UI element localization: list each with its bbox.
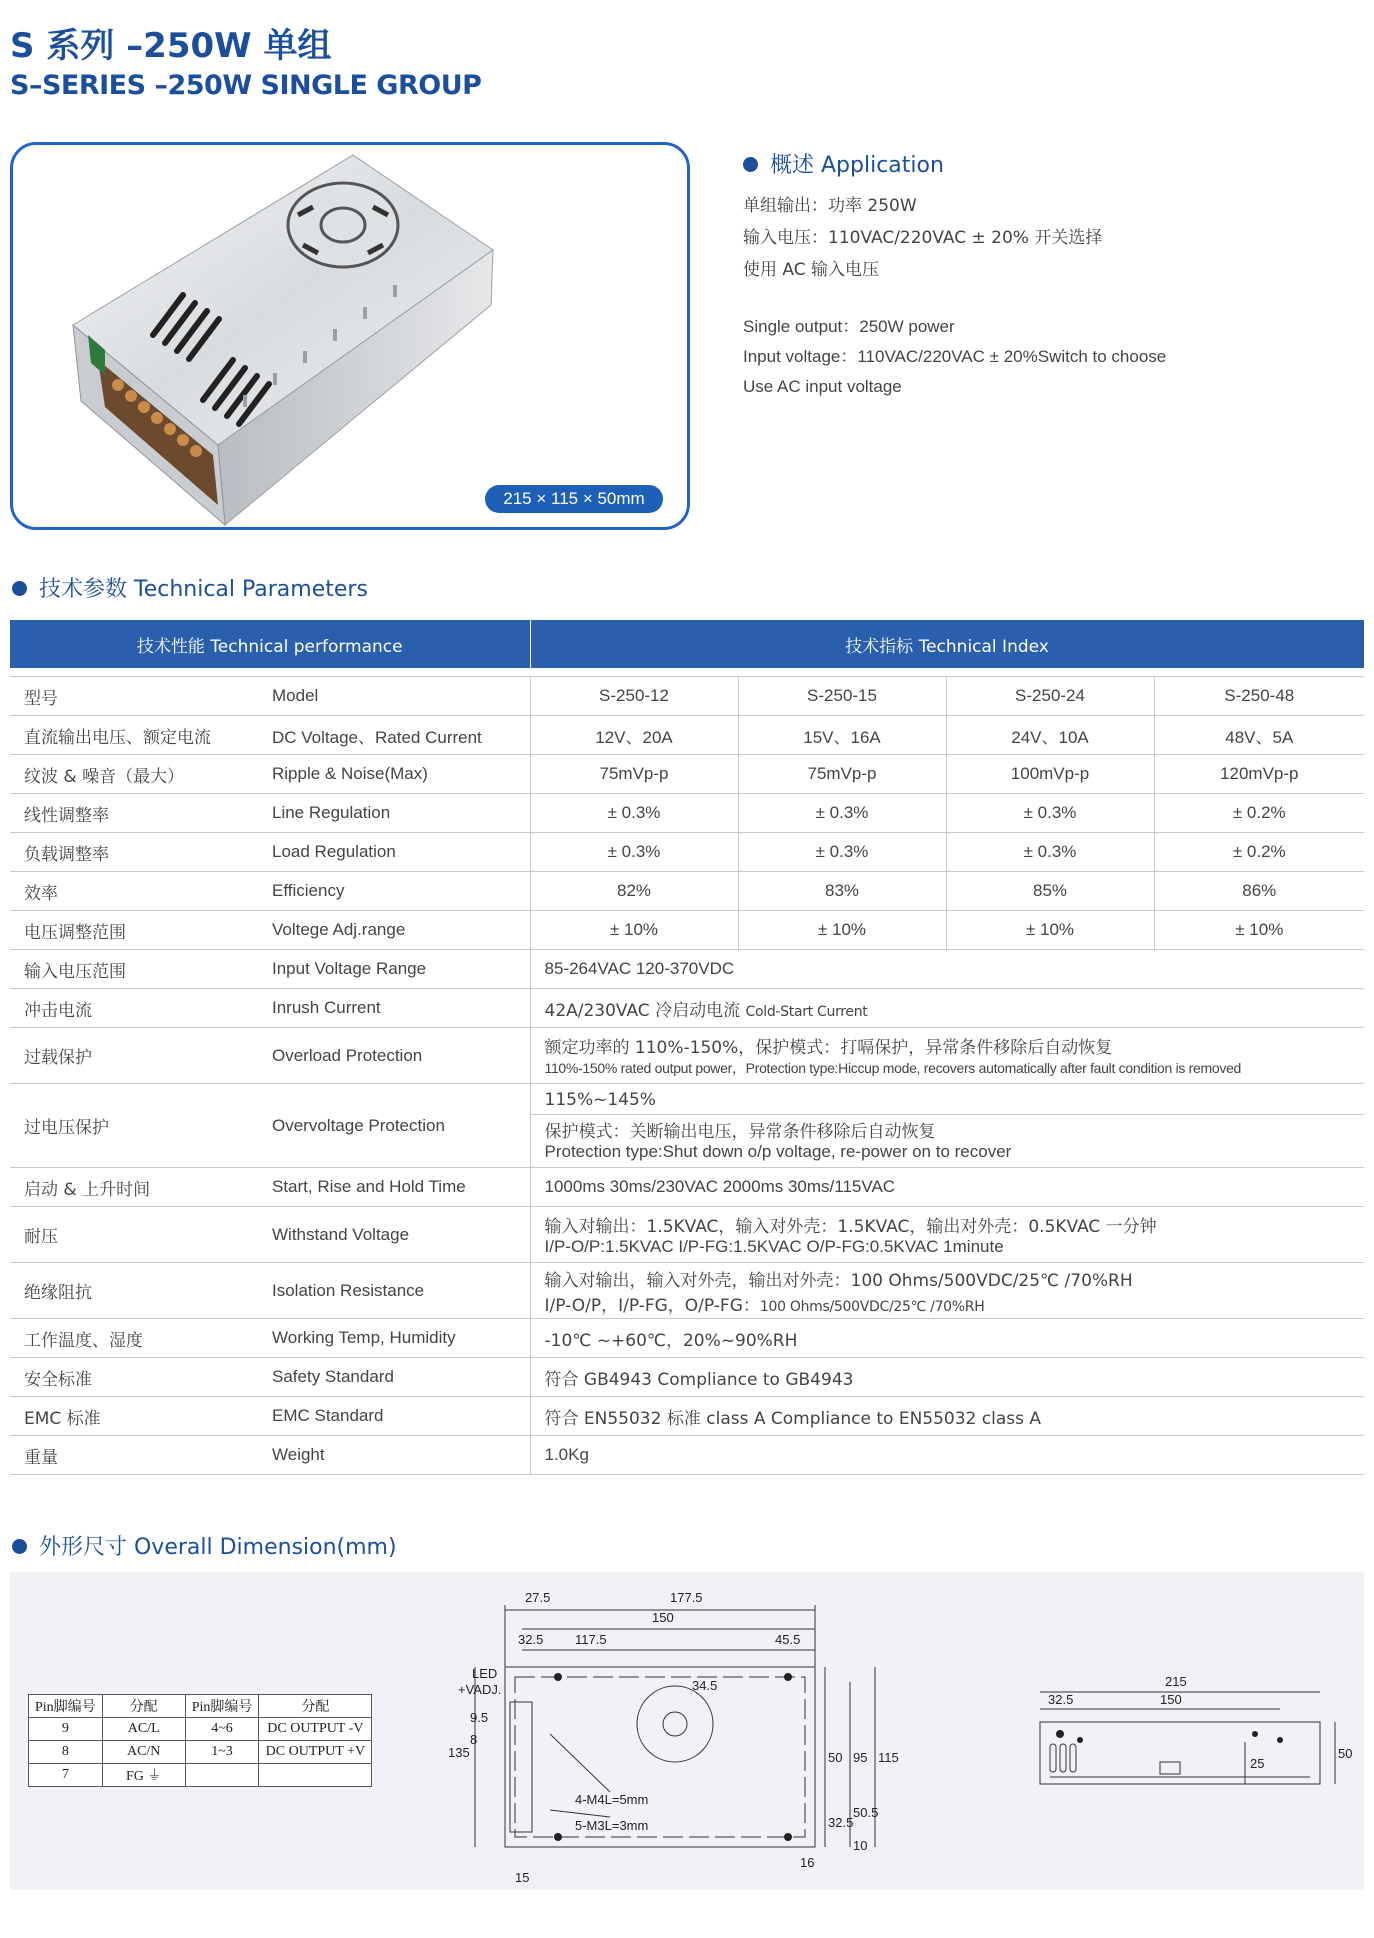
power-supply-image — [13, 145, 687, 527]
table-row: EMC 标准 EMC Standard 符合 EN55032 标准 class A Compliance to EN55032 class A — [10, 1397, 1364, 1436]
dimension-badge: 215 × 115 × 50mm — [485, 485, 663, 513]
table-row: 输入电压范围 Input Voltage Range 85-264VAC 120-370VDC — [10, 950, 1364, 989]
dim-label: 10 — [853, 1838, 868, 1853]
table-row: 过载保护 Overload Protection 额定功率的 110%-150%，保护模式：打嗝保护，异常条件移除后自动恢复 110%-150% rated output power，Protection type:Hiccup mode, recovers automatically after fault condition is removed — [10, 1028, 1364, 1084]
table-row: 安全标准 Safety Standard 符合 GB4943 Compliance to GB4943 — [10, 1358, 1364, 1397]
table-row: 效率 Efficiency 82% 83% 85% 86% — [10, 872, 1364, 911]
header-performance: 技术性能 Technical performance — [10, 620, 530, 668]
dim-label: 9.5 — [470, 1710, 489, 1725]
table-row: 直流输出电压、额定电流 DC Voltage、Rated Current 12V、20A 15V、16A 24V、10A 48V、5A — [10, 716, 1364, 755]
application-line: Input voltage：110VAC/220VAC ± 20%Switch to choose — [743, 347, 1167, 366]
dim-label: 32.5 — [518, 1632, 544, 1647]
dim-label: 177.5 — [670, 1590, 703, 1605]
table-row: 绝缘阻抗 Isolation Resistance 输入对输出，输入对外壳，输出对外壳：100 Ohms/500VDC/25℃ /70%RH I/P-O/P，I/P-FG，O/P-FG：100 Ohms/500VDC/25℃ /70%RH — [10, 1263, 1364, 1319]
application-line: Single output：250W power — [743, 317, 955, 336]
params-heading: 技术参数 Technical Parameters — [12, 572, 368, 603]
bullet-icon — [743, 157, 758, 172]
dim-label: +VADJ. — [458, 1682, 502, 1697]
dim-label: 135 — [448, 1745, 470, 1760]
bullet-icon — [12, 1539, 27, 1554]
pin-table: Pin脚编号 分配 Pin脚编号 分配 9 AC/L 4~6 DC OUTPUT -V 8 AC/N 1~3 DC OUTPUT +V 7 FG ⏚ — [28, 1694, 372, 1787]
product-image-frame — [10, 142, 690, 530]
dim-label: 50.5 — [853, 1805, 879, 1820]
dim-label: 16 — [800, 1855, 815, 1870]
table-row: 型号 Model S-250-12 S-250-15 S-250-24 S-250-48 — [10, 677, 1364, 716]
dim-label: 27.5 — [525, 1590, 551, 1605]
application-line: 输入电压：110VAC/220VAC ± 20% 开关选择 — [743, 228, 1103, 248]
table-row: 耐压 Withstand Voltage 输入对输出：1.5KVAC，输入对外壳：1.5KVAC，输出对外壳：0.5KVAC 一分钟 I/P-O/P:1.5KVAC I/P-FG:1.5KVAC O/P-FG:0.5KVAC 1minute — [10, 1207, 1364, 1263]
dim-label: LED — [472, 1666, 498, 1681]
dim-label: 34.5 — [692, 1678, 718, 1693]
table-row: 重量 Weight 1.0Kg — [10, 1436, 1364, 1475]
table-row: 冲击电流 Inrush Current 42A/230VAC 冷启动电流 Cold-Start Current — [10, 989, 1364, 1028]
dimension-heading: 外形尺寸 Overall Dimension(mm) — [12, 1530, 397, 1561]
dim-label: 215 — [1165, 1674, 1187, 1689]
dim-label: 32.5 — [1048, 1692, 1074, 1707]
dim-label: 150 — [652, 1610, 674, 1625]
dim-label: 117.5 — [575, 1632, 607, 1647]
dim-label: 15 — [515, 1870, 530, 1885]
dim-label: 50 — [1338, 1746, 1353, 1761]
bullet-icon — [12, 581, 27, 596]
page-subtitle: S–SERIES –250W SINGLE GROUP — [10, 70, 482, 101]
application-line: 使用 AC 输入电压 — [743, 260, 880, 280]
dim-label: 5-M3L=3mm — [575, 1818, 649, 1833]
dim-label: 45.5 — [775, 1632, 801, 1647]
dim-label: 4-M4L=5mm — [575, 1792, 649, 1807]
table-row: 线性调整率 Line Regulation ± 0.3% ± 0.3% ± 0.3% ± 0.2% — [10, 794, 1364, 833]
params-table — [10, 620, 1365, 1475]
dim-label: 8 — [470, 1732, 478, 1747]
dim-label: 50 — [828, 1750, 843, 1765]
table-row: 过电压保护 Overvoltage Protection 115%~145% 保护模式：关断输出电压，异常条件移除后自动恢复 Protection type:Shut down o/p voltage, re-power on to recover — [10, 1084, 1364, 1168]
table-row: 启动 & 上升时间 Start, Rise and Hold Time 1000ms 30ms/230VAC 2000ms 30ms/115VAC — [10, 1168, 1364, 1207]
dim-label: 115 — [878, 1750, 899, 1765]
application-heading: 概述 Application — [743, 148, 944, 179]
page-title: S 系列 –250W 单组 — [10, 26, 332, 66]
application-line: 单组输出：功率 250W — [743, 196, 917, 216]
dim-label: 32.5 — [828, 1815, 854, 1830]
dim-label: 25 — [1250, 1756, 1265, 1771]
table-row: 电压调整范围 Voltege Adj.range ± 10% ± 10% ± 10% ± 10% — [10, 911, 1364, 950]
table-row: 负载调整率 Load Regulation ± 0.3% ± 0.3% ± 0.3% ± 0.2% — [10, 833, 1364, 872]
header-index: 技术指标 Technical Index — [530, 620, 1364, 668]
dim-label: 95 — [853, 1750, 868, 1765]
dimension-panel — [10, 1572, 1364, 1890]
dim-label: 150 — [1160, 1692, 1182, 1707]
dimension-drawing-side — [1010, 1672, 1353, 1872]
application-en — [743, 312, 1166, 402]
application-cn — [743, 190, 1102, 286]
application-line: Use AC input voltage — [743, 377, 902, 396]
table-row: 纹波 & 噪音（最大） Ripple & Noise(Max) 75mVp-p 75mVp-p 100mVp-p 120mVp-p — [10, 755, 1364, 794]
table-row: 工作温度、湿度 Working Temp, Humidity -10℃ ~+60℃，20%~90%RH — [10, 1319, 1364, 1358]
